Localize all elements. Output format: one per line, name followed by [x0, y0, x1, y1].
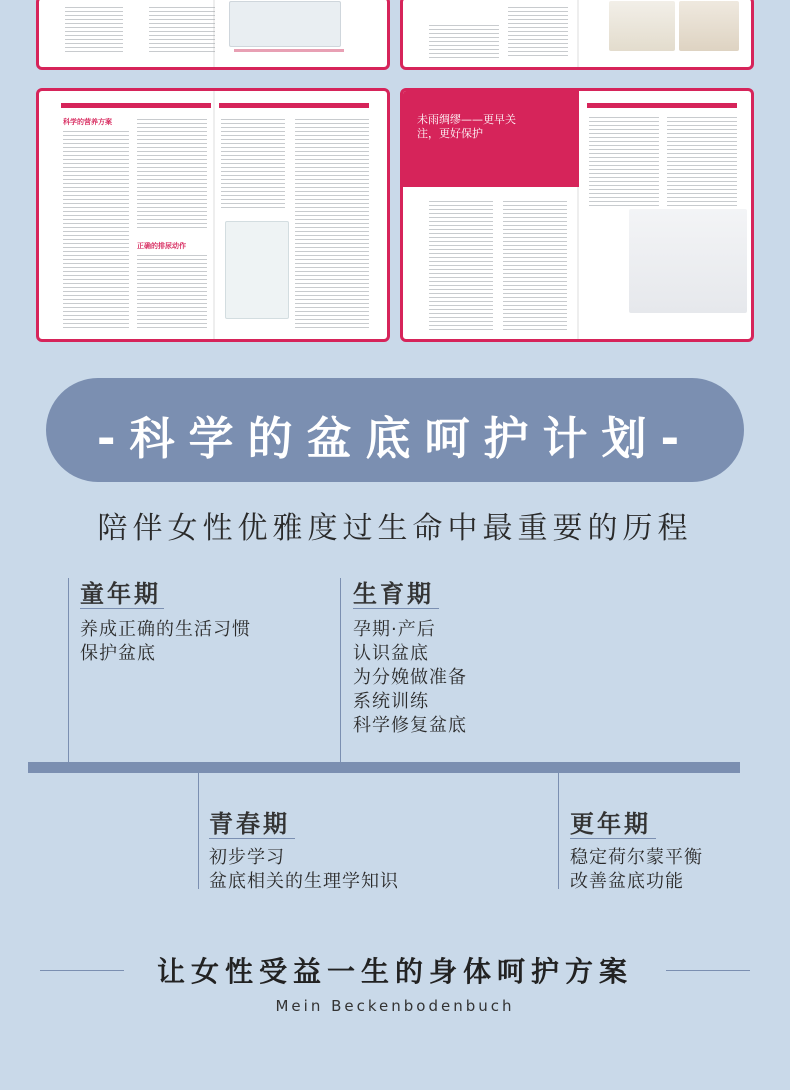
stage-item: 盆底相关的生理学知识: [209, 871, 399, 892]
stage-title-childhood: 童年期: [80, 580, 161, 608]
stage-item: 初步学习: [209, 847, 285, 868]
text-block: [221, 119, 285, 209]
text-block: [429, 201, 493, 331]
page-header-bar: [61, 103, 211, 108]
book-spread-top-left: [36, 0, 390, 70]
spread-gutter: [577, 0, 579, 67]
feature-box: [403, 91, 579, 187]
page-header-bar: [219, 103, 369, 108]
stage-item: 为分娩做准备: [353, 667, 467, 688]
footer-subtitle: Mein Beckenbodenbuch: [275, 997, 515, 1015]
timeline-bar: [28, 762, 740, 773]
page-heading: 正确的排尿动作: [137, 242, 186, 250]
text-block: [137, 119, 207, 229]
timeline-connector: [68, 578, 69, 763]
timeline-connector: [198, 773, 199, 889]
timeline-connector: [558, 773, 559, 889]
text-block: [65, 7, 123, 55]
stage-underline: [353, 608, 439, 609]
subtitle: 陪伴女性优雅度过生命中最重要的历程: [97, 511, 693, 546]
text-block: [508, 7, 568, 59]
stage-underline: [570, 838, 656, 839]
illustration-woman-seated: [225, 221, 289, 319]
stage-title-menopause: 更年期: [570, 810, 651, 838]
footer-title: 让女性受益一生的身体呵护方案: [156, 955, 633, 988]
stage-item: 改善盆底功能: [570, 871, 684, 892]
page-header-bar: [587, 103, 737, 108]
feature-box-title: 未雨绸缪——更早关注，更好保护: [417, 113, 516, 140]
book-spread-bottom-left: [36, 88, 390, 342]
photo-exercise: [609, 1, 675, 51]
text-block: [63, 131, 129, 331]
stage-item: 养成正确的生活习惯: [80, 619, 251, 640]
text-block: [149, 7, 215, 55]
stage-item: 稳定荷尔蒙平衡: [570, 847, 703, 868]
title-banner: [46, 378, 744, 482]
photo-exercise: [679, 1, 739, 51]
illustration-sofa: [229, 1, 341, 47]
text-block: [667, 117, 737, 207]
book-spread-top-right: [400, 0, 754, 70]
banner-title: -科学的盆底呵护计划-: [96, 412, 694, 465]
timeline-connector: [340, 578, 341, 763]
spread-gutter: [213, 91, 215, 339]
stage-title-childbearing: 生育期: [353, 580, 434, 608]
stage-item: 系统训练: [353, 691, 429, 712]
stage-item: 认识盆底: [353, 643, 429, 664]
stage-item: 保护盆底: [80, 643, 156, 664]
stage-item: 科学修复盆底: [353, 715, 467, 736]
text-block: [429, 25, 499, 59]
stage-title-puberty: 青春期: [209, 810, 290, 838]
stage-underline: [80, 608, 164, 609]
stage-item: 孕期·产后: [353, 619, 436, 640]
book-spread-bottom-right: [400, 88, 754, 342]
stage-underline: [209, 838, 295, 839]
page-heading: 科学的营养方案: [63, 118, 112, 126]
text-block: [137, 255, 207, 331]
photo-yoga-downward-dog: [629, 209, 747, 313]
text-block: [589, 117, 659, 207]
text-block: [503, 201, 567, 331]
text-block: [295, 119, 369, 329]
figure-caption: [234, 49, 344, 52]
